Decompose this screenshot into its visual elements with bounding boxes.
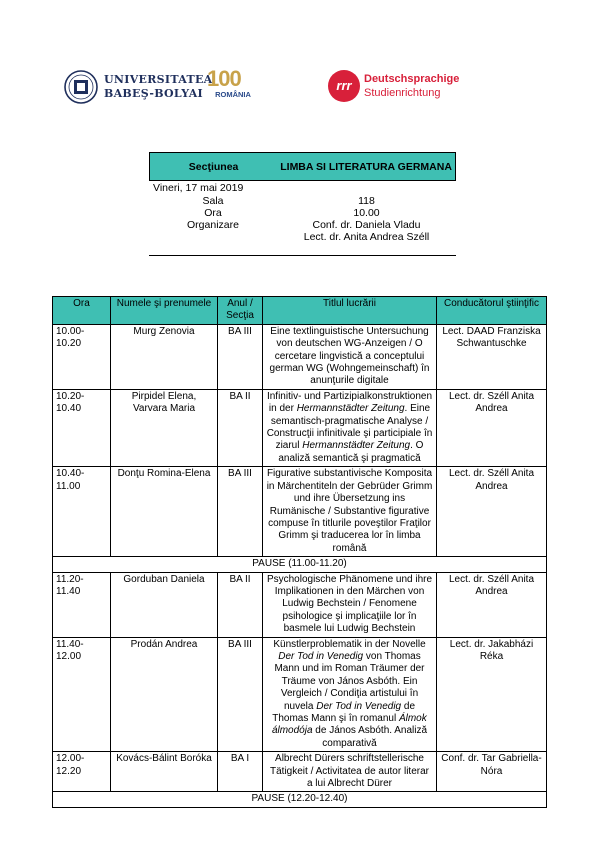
row-year: BA III (218, 324, 263, 389)
row-title: Figurative substantivische Komposita in Märchentiteln der Gebrüder Grimm und ihre Übersetzung ins Rumänische / Substantive figurative compuse în titlurile poveştilor Fraţilor Grimm şi traducerea lor în limba română (263, 467, 437, 557)
header-title: Titlul lucrării (263, 297, 437, 325)
ds-name-line1: Deutschsprachige (364, 73, 460, 85)
info-divider (149, 255, 456, 256)
row-time: 10.20-10.40 (53, 389, 111, 466)
section-value: LIMBA SI LITERATURA GERMANA (280, 160, 452, 173)
row-time: 10.00-10.20 (53, 324, 111, 389)
table-row (53, 752, 547, 792)
organizer-1: Conf. dr. Daniela Vladu (312, 219, 421, 231)
row-advisor: Lect. dr. Széll Anita Andrea (437, 572, 547, 637)
session-info (149, 152, 456, 256)
row-name: Gorduban Daniela (111, 572, 218, 637)
room-label: Sala (202, 195, 224, 207)
row-time: 12.00-12.20 (53, 752, 111, 792)
row-time: 10.40-11.00 (53, 467, 111, 557)
row-name: Pirpidel Elena, Varvara Maria (111, 389, 218, 466)
program-table (52, 296, 547, 808)
row-name: Donţu Romina-Elena (111, 467, 218, 557)
ds-mark-icon: rrr (328, 70, 360, 102)
row-advisor: Lect. dr. Széll Anita Andrea (437, 467, 547, 557)
table-body (53, 324, 547, 807)
row-year: BA II (218, 389, 263, 466)
row-time: 11.20-11.40 (53, 572, 111, 637)
ubb-logo (64, 70, 213, 106)
ds-name-line2: Studienrichtung (364, 87, 441, 99)
ubb-seal-icon (64, 70, 98, 104)
session-date: Vineri, 17 mai 2019 (153, 182, 244, 194)
ubb-name-line1: UNIVERSITATEA (104, 73, 213, 86)
row-name: Murg Zenovia (111, 324, 218, 389)
header-time: Ora (53, 297, 111, 325)
header-name: Numele şi prenumele (111, 297, 218, 325)
pause-label: PAUSE (11.00-11.20) (53, 557, 547, 572)
room-value: 118 (358, 195, 375, 207)
pause-row (53, 792, 547, 807)
session-header (149, 152, 456, 181)
organizer-2: Lect. dr. Anita Andrea Széll (303, 231, 430, 243)
row-year: BA II (218, 572, 263, 637)
header-advisor: Conducătorul ştiinţific (437, 297, 547, 325)
row-year: BA I (218, 752, 263, 792)
centenary-logo (203, 66, 263, 106)
time-value: 10.00 (353, 207, 380, 219)
row-advisor: Lect. DAAD Franziska Schwantuschke (437, 324, 547, 389)
row-title: Albrecht Dürers schriftstellerische Tätigkeit / Activitatea de autor literar a lui Albrecht Dürer (263, 752, 437, 792)
row-title: Infinitiv- und Partizipialkonstruktionen in der Hermannstädter Zeitung. Eine semantisch-pragmatische Analyse / Construcţii infinitivale şi participiale în ziarul Hermannstädter Zeitung. O analiză semantică şi pragmatică (263, 389, 437, 466)
table-row (53, 389, 547, 466)
centenary-number: 100 (207, 66, 241, 91)
centenary-country: ROMÂNIA (215, 90, 251, 99)
row-title: Künstlerproblematik in der Novelle Der Tod in Venedig von Thomas Mann und im Roman Träumer der Träume von János Asbóth. Ein Vergleich / Condiţia artistului în nuvela Der Tod in Venedig de Thomas Mann şi în romanul Álmok álmodója de János Asbóth. Analiză comparativă (263, 637, 437, 752)
ubb-name-line2: BABEŞ-BOLYAI (104, 87, 203, 100)
table-row (53, 324, 547, 389)
row-title: Eine textlinguistische Untersuchung von deutschen WG-Anzeigen / O cercetare lingvistică a conceptului german WG (Wohngemeinschaft) în anunţurile digitale (263, 324, 437, 389)
time-label: Ora (204, 207, 222, 219)
row-advisor: Conf. dr. Tar Gabriella-Nóra (437, 752, 547, 792)
row-year: BA III (218, 637, 263, 752)
row-title: Psychologische Phänomene und ihre Implikationen in den Märchen von Ludwig Bechstein / Fenomene psihologice şi implicaţiile lor în basmele lui Ludwig Bechstein (263, 572, 437, 637)
section-label: Secţiunea (188, 160, 239, 173)
table-header-row (53, 297, 547, 325)
table-row (53, 572, 547, 637)
row-name: Kovács-Bálint Boróka (111, 752, 218, 792)
row-year: BA III (218, 467, 263, 557)
header-logos (0, 66, 600, 106)
row-time: 11.40-12.00 (53, 637, 111, 752)
row-advisor: Lect. dr. Széll Anita Andrea (437, 389, 547, 466)
row-advisor: Lect. dr. Jakabházi Réka (437, 637, 547, 752)
pause-label: PAUSE (12.20-12.40) (53, 792, 547, 807)
table-row (53, 467, 547, 557)
table-row (53, 637, 547, 752)
header-year: Anul / Secţia (218, 297, 263, 325)
ds-logo (328, 70, 488, 104)
row-name: Prodán Andrea (111, 637, 218, 752)
pause-row (53, 557, 547, 572)
organizer-label: Organizare (187, 219, 239, 231)
